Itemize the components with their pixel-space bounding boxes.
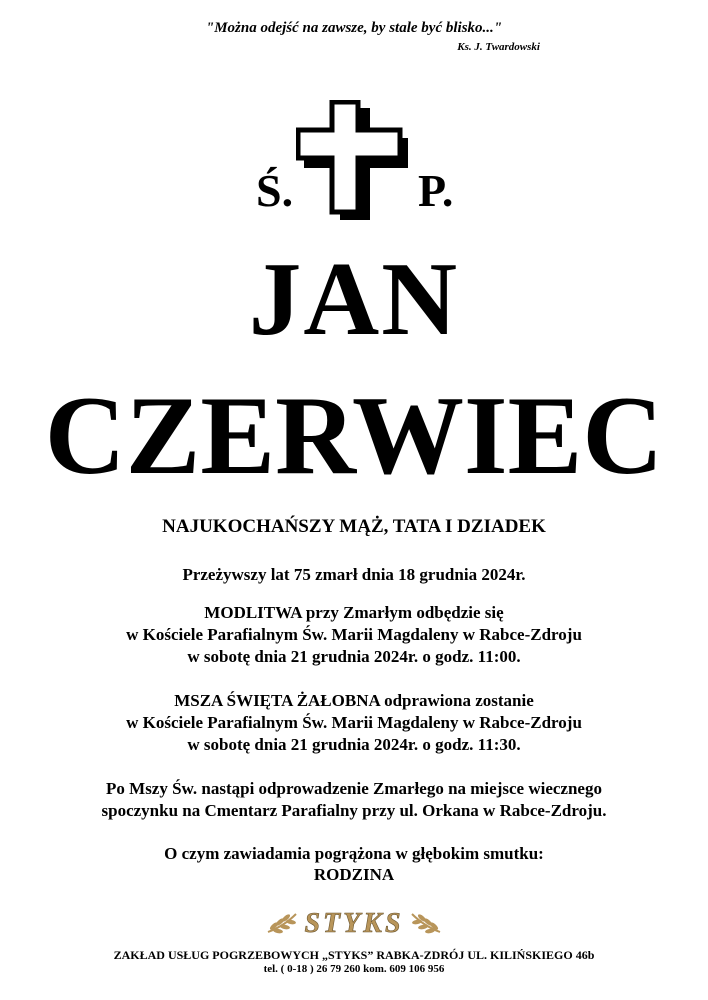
left-laurel-icon [268,913,296,934]
burial-line-1: Po Mszy Św. nastąpi odprowadzenie Zmarłego na miejsce wiecznego [106,779,602,798]
mass-line-3: w sobotę dnia 21 grudnia 2024r. o godz. 11:30. [187,735,521,754]
quote-author: Ks. J. Twardowski [457,41,540,53]
mass-line-1-rest: odprawiona zostanie [379,691,534,710]
styks-logo [266,902,442,940]
mass-line-2: w Kościele Parafialnym Św. Marii Magdaleny w Rabce-Zdroju [126,713,582,732]
closing-line-1: O czym zawiadamia pogrążona w głębokim smutku: [164,844,544,863]
prayer-line-2: w Kościele Parafialnym Św. Marii Magdaleny w Rabce-Zdroju [126,625,582,644]
deceased-first-name: JAN [248,240,460,357]
burial-line-2: spoczynku na Cmentarz Parafialny przy ul. Orkana w Rabce-Zdroju. [101,801,607,820]
logo-text: STYKS [304,908,404,939]
deceased-last-name: CZERWIEC [44,374,664,498]
sp-letter-s: Ś. [256,165,294,216]
mass-line-1 [0,690,708,712]
closing-family: RODZINA [313,865,395,884]
cross-icon [296,100,416,222]
prayer-lead: MODLITWA [204,603,302,622]
mass-lead: MSZA ŚWIĘTA ŻAŁOBNA [174,691,380,710]
prayer-line-1 [0,602,708,624]
company-address: ZAKŁAD USŁUG POGRZEBOWYCH „STYKS” RABKA-ZDRÓJ UL. KILIŃSKIEGO 46b [113,948,595,962]
quote-text: "Można odejść na zawsze, by stale być blisko..." [205,20,503,36]
right-laurel-icon [412,913,440,934]
death-info: Przeżywszy lat 75 zmarł dnia 18 grudnia 2024r. [182,565,526,584]
company-phones: tel. ( 0-18 ) 26 79 260 kom. 609 106 956 [263,963,445,975]
sp-letter-p: P. [418,165,454,216]
prayer-line-1-rest: przy Zmarłym odbędzie się [301,603,504,622]
prayer-line-3: w sobotę dnia 21 grudnia 2024r. o godz. 11:00. [187,647,521,666]
family-role: NAJUKOCHAŃSZY MĄŻ, TATA I DZIADEK [162,516,546,537]
